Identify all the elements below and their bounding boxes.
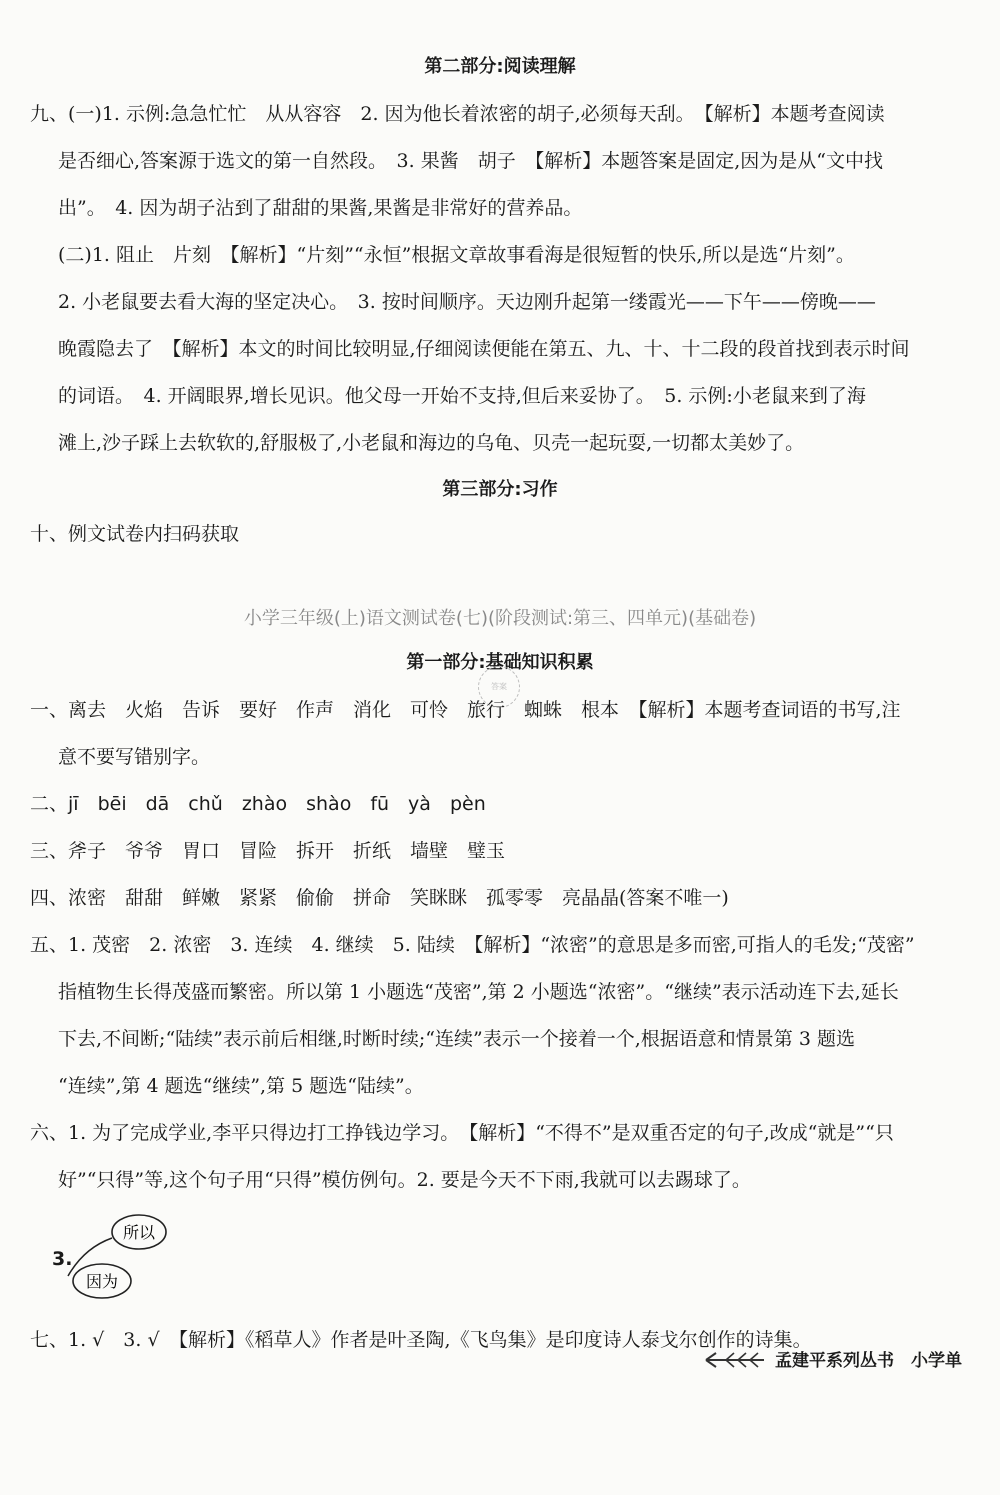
part2-heading: 第二部分:阅读理解 [424,56,576,77]
q9-line-1: 九、(一)1. 示例:急急忙忙 从从容容 2. 因为他长着浓密的胡子,必须每天刮。 【解析】本题考查阅读 [30,103,885,125]
bubble-bottom-text: 因为 [85,1272,119,1291]
q5-line-1: 五、1. 茂密 2. 浓密 3. 连续 4. 继续 5. 陆续 【解析】“浓密”的意思是多而密,可指人的毛发;“茂密” [30,934,915,956]
q9-line-7: 的词语。 4. 开阔眼界,增长见识。他父母一开始不支持,但后来妥协了。 5. 示例:小老鼠来到了海 [58,385,866,407]
part1-heading: 第一部分:基础知识积累 [406,652,594,673]
q5-line-4: “连续”,第 4 题选“继续”,第 5 题选“陆续”。 [58,1075,424,1097]
q2-line [30,789,486,819]
part3-heading: 第三部分:习作 [442,479,558,500]
q1-line-2: 意不要写错别字。 [58,746,211,768]
q9-line-3: 出”。 4. 因为胡子沾到了甜甜的果酱,果酱是非常好的营养品。 [58,197,583,219]
q9-line-6: 晚霞隐去了 【解析】本文的时间比较明显,仔细阅读便能在第五、九、十、十二段的段首找到表示时间 [58,338,910,360]
q6-item3-number: 3. [52,1248,73,1270]
q9-line-2: 是否细心,答案源于选文的第一自然段。 3. 果酱 胡子 【解析】本题答案是固定,因为是从“文中找 [58,150,883,172]
footer-series-text: 孟建平系列丛书 小学单 [775,1351,962,1371]
q4-line: 四、浓密 甜甜 鲜嫩 紧紧 偷偷 拼命 笑眯眯 孤零零 亮晶晶(答案不唯一) [30,887,729,909]
q10-line: 十、例文试卷内扫码获取 [30,523,240,545]
q3-line: 三、斧子 爷爷 胃口 冒险 拆开 折纸 墙壁 璧玉 [30,840,506,862]
q5-line-3: 下去,不间断;“陆续”表示前后相继,时断时续;“连续”表示一个接着一个,根据语意和情景第 3 题选 [58,1028,855,1050]
q9-line-8: 滩上,沙子踩上去软软的,舒服极了,小老鼠和海边的乌龟、贝壳一起玩耍,一切都太美妙了。 [58,432,805,454]
q6-line-1: 六、1. 为了完成学业,李平只得边打工挣钱边学习。 【解析】“不得不”是双重否定的句子,改成“就是”“只 [30,1122,894,1144]
stamp-watermark: 答案 [478,666,520,708]
q2-label: 二、 [30,793,69,815]
q6-line-2: 好”“只得”等,这个句子用“只得”模仿例句。2. 要是今天不下雨,我就可以去踢球了。 [58,1169,751,1191]
exam-title: 小学三年级(上)语文测试卷(七)(阶段测试:第三、四单元)(基础卷) [243,608,757,629]
q9-line-4: (二)1. 阻止 片刻 【解析】“片刻”“永恒”根据文章故事看海是很短暂的快乐,所以是选“片刻”。 [58,244,855,266]
q1-line-1: 一、离去 火焰 告诉 要好 作声 消化 可怜 旅行 蜘蛛 根本 【解析】本题考查词语的书写,注 [30,699,901,721]
q7-line: 七、1. √ 3. √ 【解析】《稻草人》作者是叶圣陶,《飞鸟集》是印度诗人泰戈尔创作的诗集。 [30,1329,812,1351]
q5-line-2: 指植物生长得茂盛而繁密。所以第 1 小题选“茂密”,第 2 小题选“浓密”。“继续”表示活动连下去,延长 [58,981,899,1003]
q9-line-5: 2. 小老鼠要去看大海的坚定决心。 3. 按时间顺序。天边刚升起第一缕霞光——下午——傍晚—— [58,291,876,313]
connector-curve [68,1238,112,1276]
arrow-decoration-icon [702,1348,766,1372]
connective-diagram [62,1208,172,1304]
q2-pinyin: jī bēi dā chǔ zhào shào fū yà pèn [68,793,486,815]
bubble-top-text: 所以 [122,1223,156,1242]
